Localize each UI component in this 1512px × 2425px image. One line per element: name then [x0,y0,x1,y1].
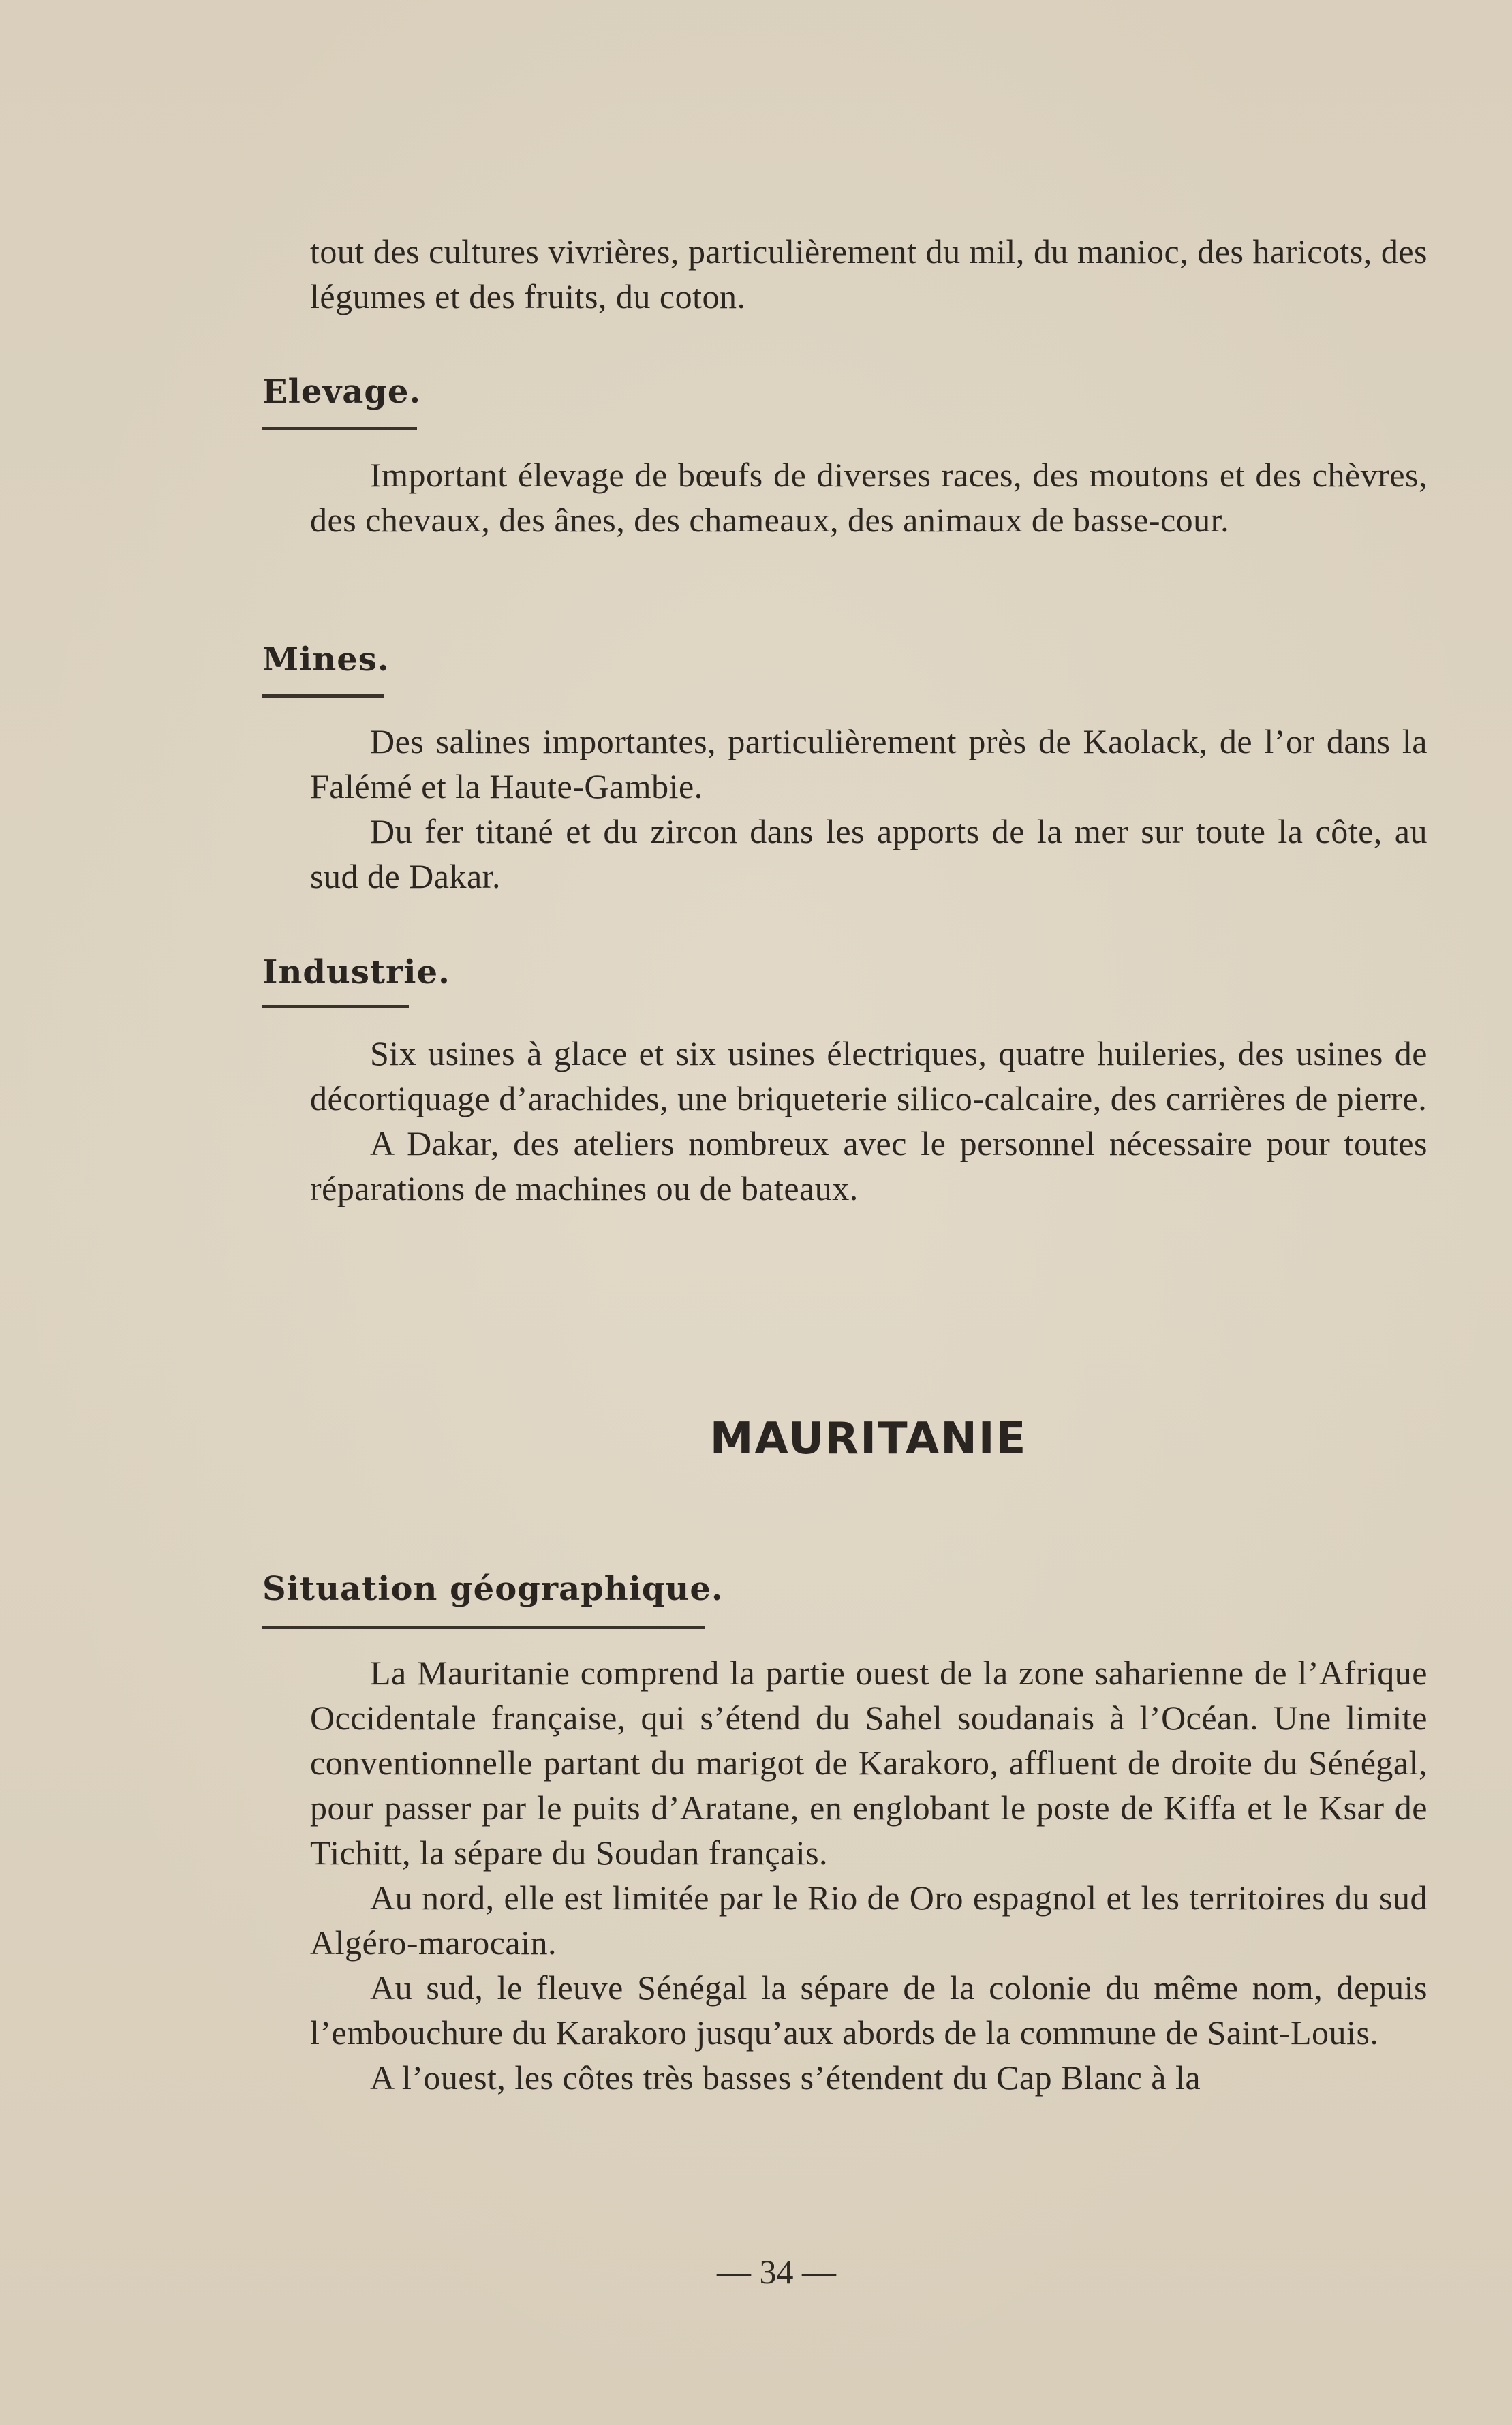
heading-mines: Mines. [262,640,390,679]
chapter-title: MAURITANIE [709,1414,1028,1464]
page-number: — 34 — [717,2253,836,2291]
mines-body [310,719,1428,899]
intro-text: tout des cultures vivrières, particulièrement du mil, du manioc, des haricots, des légumes et des fruits, du coton. [310,232,1428,315]
heading-underline [262,1626,705,1629]
situation-paragraph-4: A l’ouest, les côtes très basses s’étendent du Cap Blanc à la [370,2058,1201,2097]
mines-paragraph-1: Des salines importantes, particulièrement près de Kaolack, de l’or dans la Falémé et la Haute-Gambie. [310,722,1428,805]
industrie-body [310,1031,1428,1211]
heading-elevage: Elevage. [262,373,422,411]
elevage-body [310,452,1428,542]
situation-paragraph-2: Au nord, elle est limitée par le Rio de Oro espagnol et les territoires du sud Algéro-marocain. [310,1879,1428,1962]
heading-industrie: Industrie. [262,953,450,991]
heading-underline [262,1005,409,1008]
situation-paragraph-1: La Mauritanie comprend la partie ouest de la zone saharienne de l’Afrique Occidentale française, qui s’étend du Sahel soudanais à l’Océan. Une limite conventionnelle partant du marigot de Karakoro, affluent de droite du Sénégal, pour passer par le puits d’Aratane, en englobant le poste de Kiffa et le Ksar de Tichitt, la sépare du Soudan français. [310,1654,1428,1872]
industrie-paragraph-1: Six usines à glace et six usines électriques, quatre huileries, des usines de décortiquage d’arachides, une briqueterie silico-calcaire, des carrières de pierre. [310,1034,1428,1117]
heading-underline [262,427,417,430]
heading-underline [262,694,384,698]
situation-paragraph-3: Au sud, le fleuve Sénégal la sépare de la colonie du même nom, depuis l’embouchure du Karakoro jusqu’aux abords de la commune de Saint-Louis. [310,1968,1428,2052]
mines-paragraph-2: Du fer titané et du zircon dans les apports de la mer sur toute la côte, au sud de Dakar. [310,812,1428,895]
intro-paragraph [310,229,1428,319]
industrie-paragraph-2: A Dakar, des ateliers nombreux avec le personnel nécessaire pour toutes réparations de machines ou de bateaux. [310,1124,1428,1207]
elevage-paragraph-1: Important élevage de bœufs de diverses races, des moutons et des chèvres, des chevaux, des ânes, des chameaux, des animaux de basse-cour. [310,456,1428,539]
heading-situation: Situation géographique. [262,1570,724,1608]
situation-body [310,1650,1428,2100]
